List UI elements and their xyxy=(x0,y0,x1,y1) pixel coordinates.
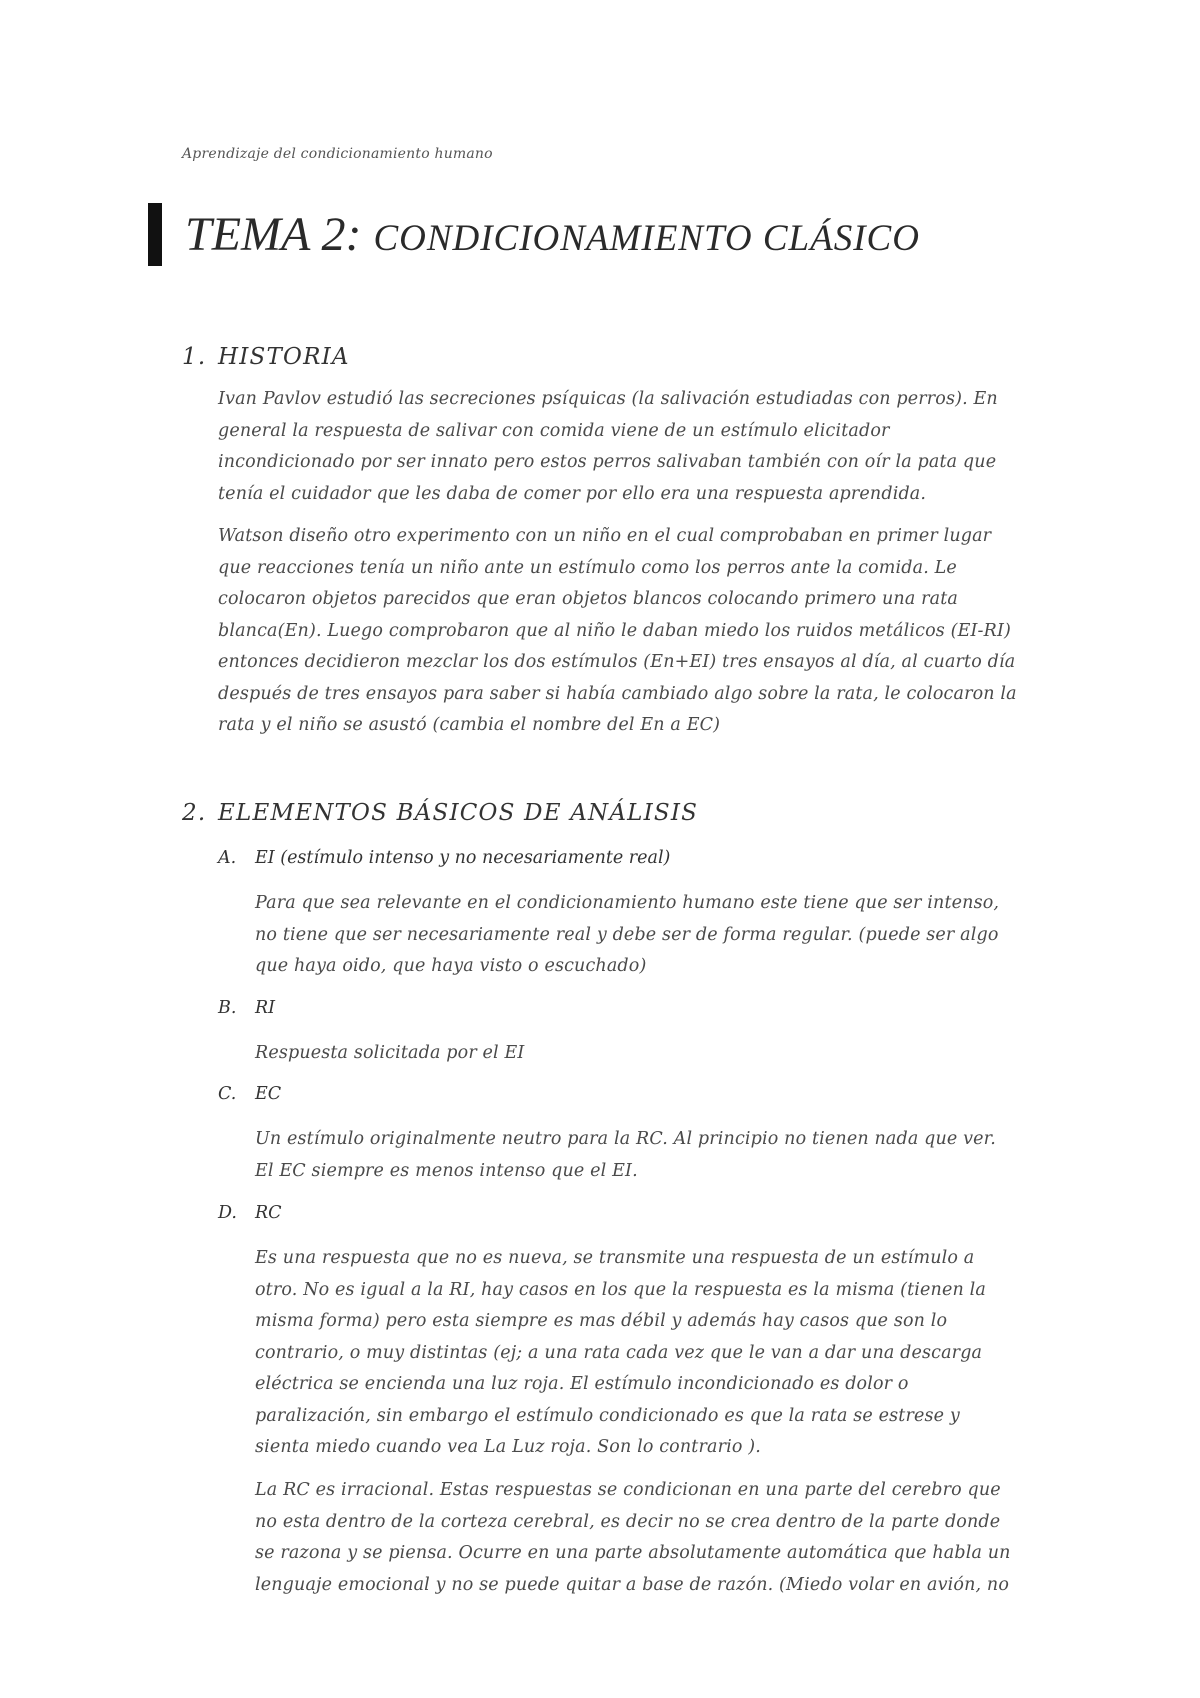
paragraph-ri: Respuesta solicitada por el EI xyxy=(255,1043,525,1063)
item-heading-rc xyxy=(218,1203,282,1223)
page-title xyxy=(185,202,920,272)
paragraph-rc-2: La RC es irracional. Estas respuestas se condicionan en una parte del cerebro que no esta dentro de la corteza cerebral, es decir no se crea dentro de la parte donde se razona y se piensa. Ocurre en una parte absolutamente automática que habla un lenguaje emocional y no se puede quitar a base de razón. (Miedo volar en avión, no xyxy=(255,1480,1011,1595)
section-number: 1. xyxy=(182,344,207,370)
title-rest: CONDICIONAMIENTO CLÁSICO xyxy=(373,218,920,259)
paragraph-ei: Para que sea relevante en el condicionamiento humano este tiene que ser intenso, no tiene que ser necesariamente real y debe ser de forma regular. (puede ser algo que haya oido, que haya visto o escuchado) xyxy=(255,893,1000,976)
section-heading-historia xyxy=(182,344,350,370)
section-number: 2. xyxy=(182,800,207,826)
item-heading-ei xyxy=(218,848,670,868)
item-label: EI (estímulo intenso y no necesariamente real) xyxy=(255,848,671,868)
paragraph-ec: Un estímulo originalmente neutro para la RC. Al principio no tienen nada que ver. El EC siempre es menos intenso que el EI. xyxy=(255,1129,996,1181)
title-prefix: TEMA 2: xyxy=(185,208,362,261)
item-letter: B. xyxy=(218,998,237,1018)
item-letter: D. xyxy=(218,1203,237,1223)
item-label: EC xyxy=(255,1084,282,1104)
item-letter: A. xyxy=(218,848,237,868)
section-title: HISTORIA xyxy=(218,344,350,370)
paragraph-watson: Watson diseño otro experimento con un niño en el cual comprobaban en primer lugar que reacciones tenía un niño ante un estímulo como los perros ante la comida. Le colocaron objetos parecidos que eran objetos blancos colocando primero una rata blanca(En). Luego comprobaron que al niño le daban miedo los ruidos metálicos (EI-RI) entonces decidieron mezclar los dos estímulos (En+EI) tres ensayos al día, al cuarto día después de tres ensayos para saber si había cambiado algo sobre la rata, le colocaron la rata y el niño se asustó (cambia el nombre del En a EC) xyxy=(218,526,1017,735)
item-letter: C. xyxy=(218,1084,237,1104)
item-label: RI xyxy=(255,998,276,1018)
item-heading-ec xyxy=(218,1084,281,1104)
title-accent-bar xyxy=(148,203,162,266)
running-header: Aprendizaje del condicionamiento humano xyxy=(182,146,493,162)
item-heading-ri xyxy=(218,998,275,1018)
section-heading-elementos xyxy=(182,800,698,826)
item-label: RC xyxy=(255,1203,282,1223)
paragraph-rc-1: Es una respuesta que no es nueva, se transmite una respuesta de un estímulo a otro. No es igual a la RI, hay casos en los que la respuesta es la misma (tienen la misma forma) pero esta siempre es mas débil y además hay casos que son lo contrario, o muy distintas (ej; a una rata cada vez que le van a dar una descarga eléctrica se encienda una luz roja. El estímulo incondicionado es dolor o paralización, sin embargo el estímulo condicionado es que la rata se estrese y sienta miedo cuando vea La Luz roja. Son lo contrario ). xyxy=(255,1248,986,1457)
paragraph-pavlov: Ivan Pavlov estudió las secreciones psíquicas (la salivación estudiadas con perros). En general la respuesta de salivar con comida viene de un estímulo elicitador incondicionado por ser innato pero estos perros salivaban también con oír la pata que tenía el cuidador que les daba de comer por ello era una respuesta aprendida. xyxy=(218,389,998,504)
section-title: ELEMENTOS BÁSICOS DE ANÁLISIS xyxy=(218,800,699,826)
